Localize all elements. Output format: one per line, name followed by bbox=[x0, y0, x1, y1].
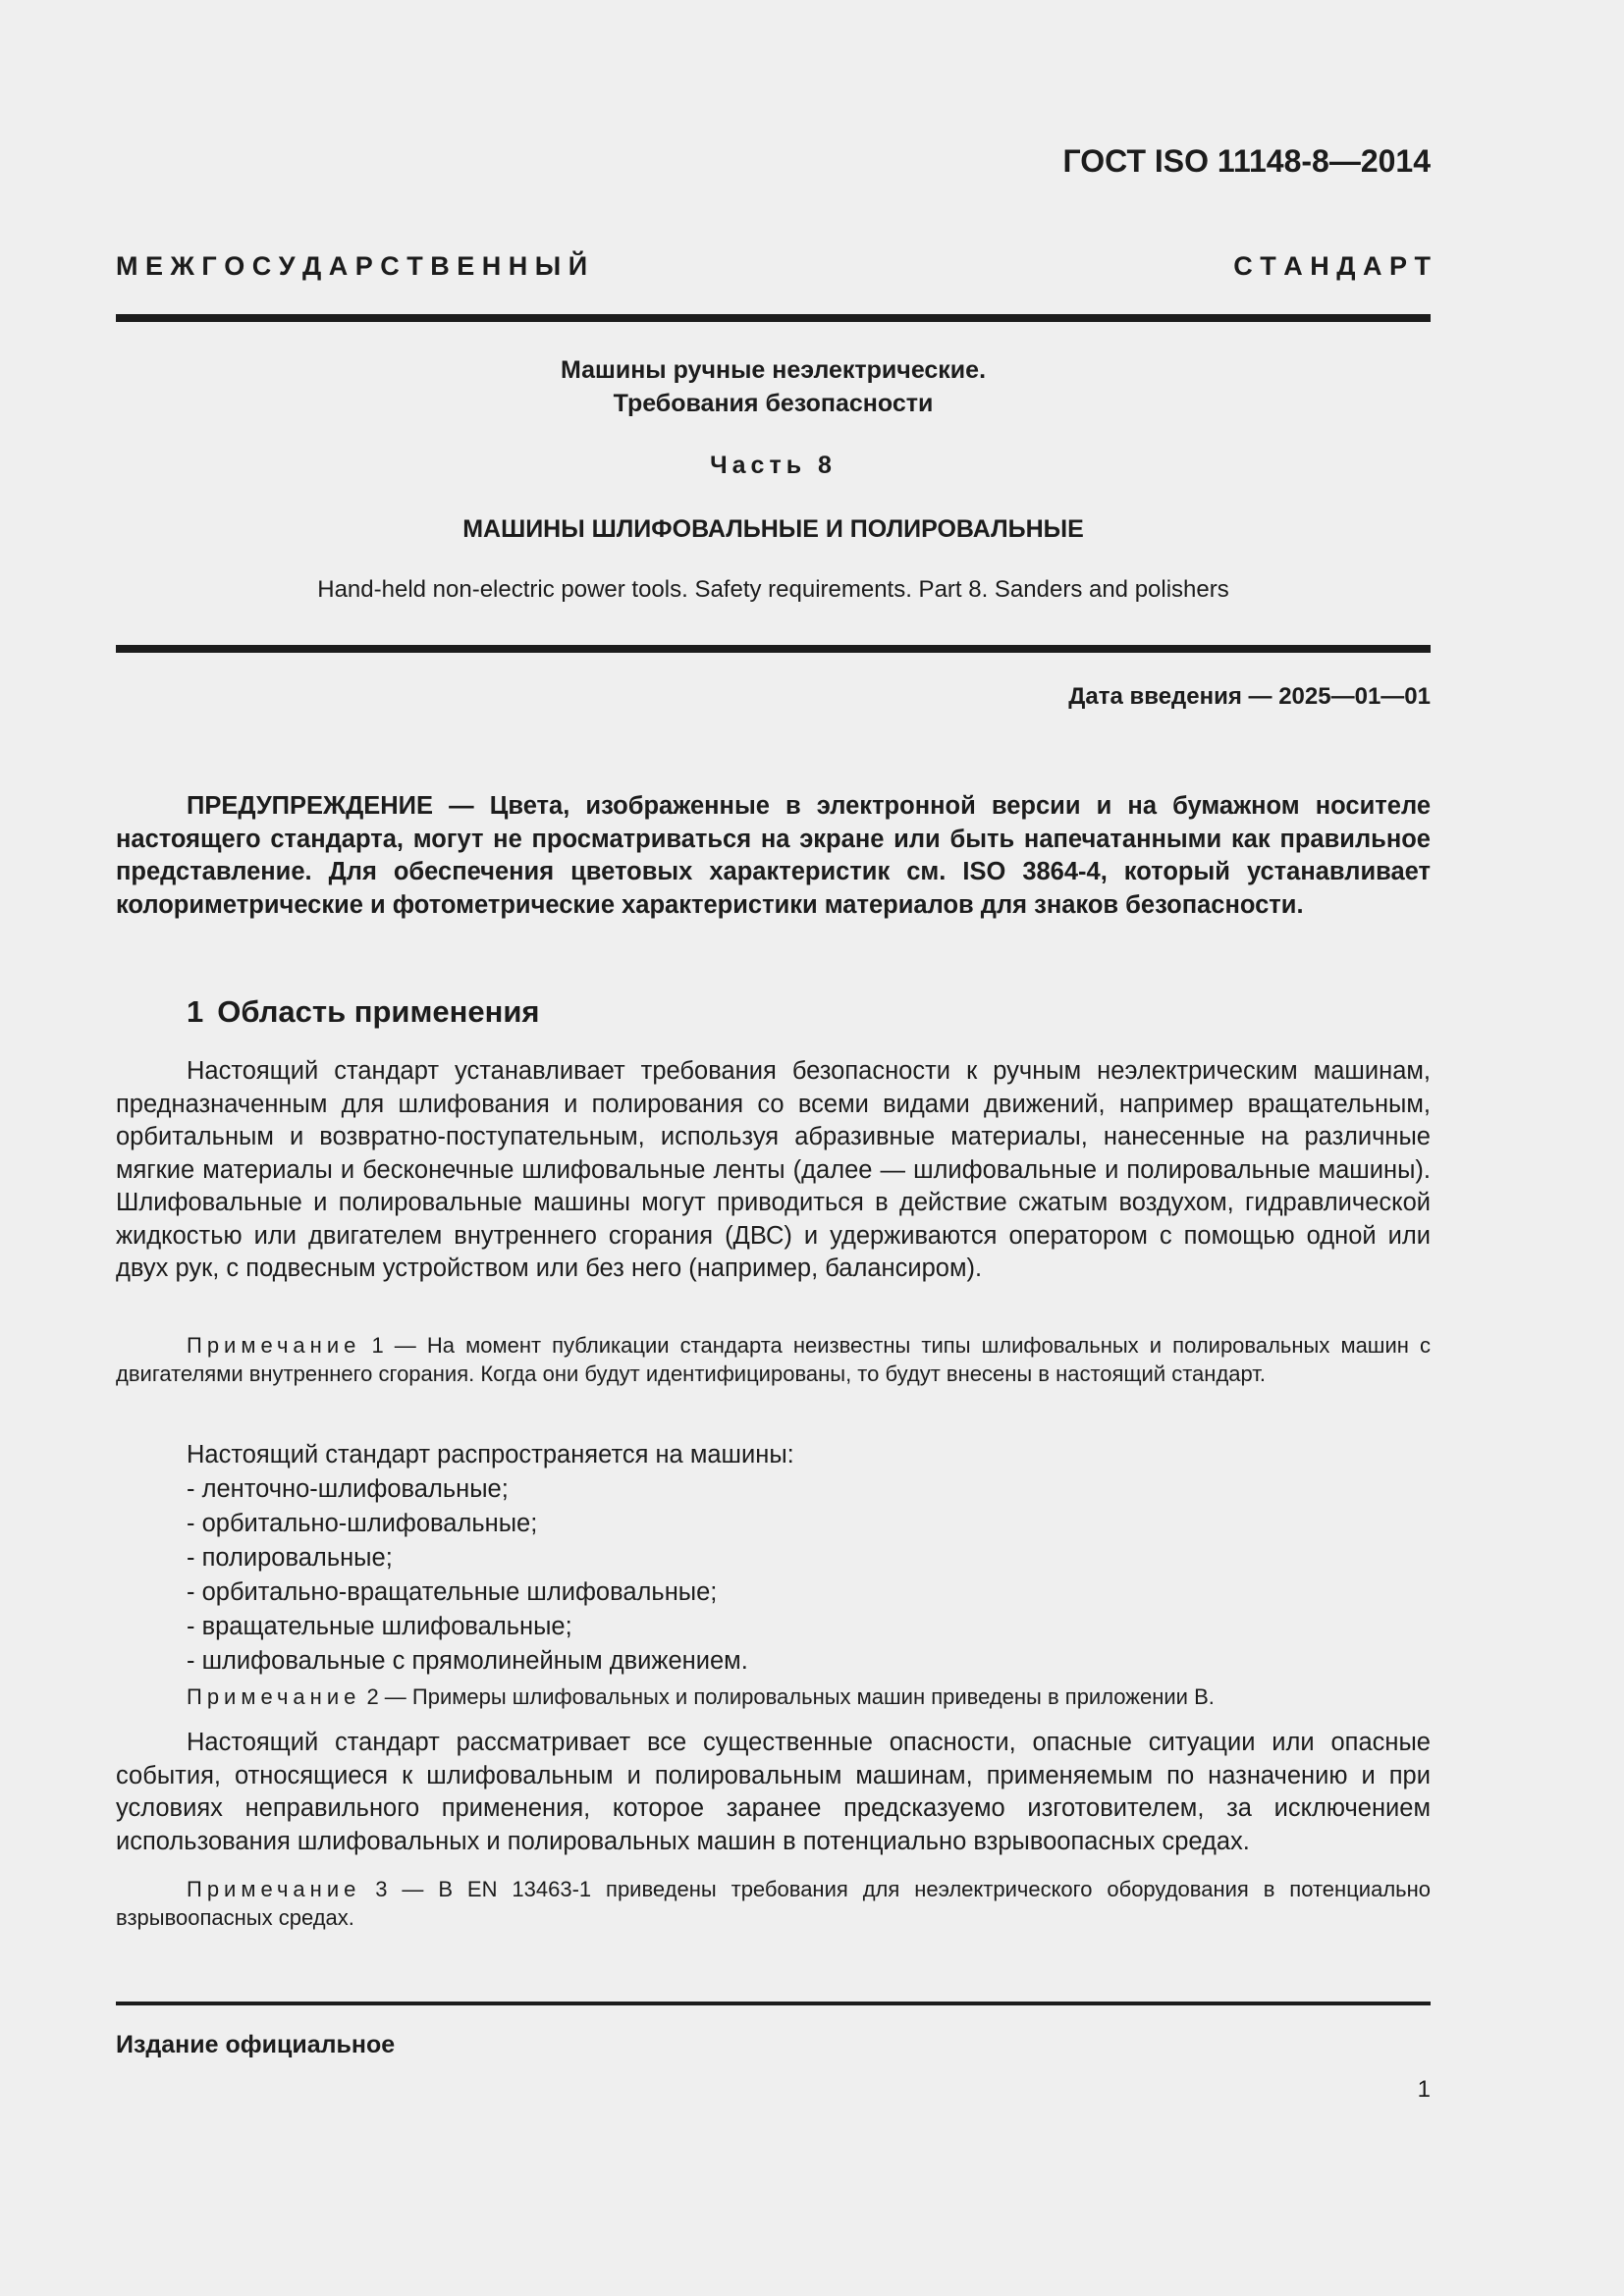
document-page bbox=[116, 0, 1431, 2296]
note-1 bbox=[116, 1331, 1431, 1388]
part-label: Часть 8 bbox=[710, 452, 837, 479]
note-2-text: 2 — Примеры шлифовальных и полировальных машин приведены в приложении В. bbox=[360, 1684, 1215, 1709]
list-item: - орбитально-шлифовальные; bbox=[187, 1510, 538, 1537]
standard-type-heading bbox=[116, 251, 1431, 282]
note-1-text: 1 — На момент публикации стандарта неизвестны типы шлифовальных и полировальных машин с двигателями внутреннего сгорания. Когда они будут идентифицированы, то будут внесены в настоящий стандарт. bbox=[116, 1333, 1431, 1386]
title-english: Hand-held non-electric power tools. Safety requirements. Part 8. Sanders and polishers bbox=[317, 576, 1229, 603]
title-bottom-divider bbox=[116, 645, 1431, 653]
note-2-label: Примечание bbox=[187, 1684, 361, 1709]
section-title: Область применения bbox=[217, 994, 540, 1029]
standard-type-word-1: М Е Ж Г О С У Д А Р С Т В Е Н Н Ы Й bbox=[116, 251, 588, 281]
top-divider bbox=[116, 314, 1431, 322]
list-item: - шлифовальные с прямолинейным движением. bbox=[187, 1647, 748, 1675]
introduction-date: Дата введения — 2025—01—01 bbox=[1068, 683, 1431, 710]
scope-paragraph-1: Настоящий стандарт устанавливает требования безопасности к ручным неэлектрическим машинам, предназначенным для шлифования и полирования со всеми видами движений, например вращательным, орбитальным и возвратно-поступательным, используя абразивные материалы, нанесенные на различные мягкие материалы и бесконечные шлифовальные ленты (далее — шлифовальные и полировальные машины). Шлифовальные и полировальные машины могут приводиться в действие сжатым воздухом, гидравлической жидкостью или двигателем внутреннего сгорания (ДВС) и удерживаются оператором с помощью одной или двух рук, с подвесным устройством или без него (например, балансиром). bbox=[116, 1057, 1431, 1282]
list-item: - орбитально-вращательные шлифовальные; bbox=[187, 1578, 718, 1606]
note-2 bbox=[116, 1682, 1431, 1711]
part-name: МАШИНЫ ШЛИФОВАЛЬНЫЕ И ПОЛИРОВАЛЬНЫЕ bbox=[462, 515, 1084, 543]
title-russian-line2: Требования безопасности bbox=[613, 390, 934, 417]
note-3 bbox=[116, 1875, 1431, 1932]
machine-types-list bbox=[187, 1438, 794, 1679]
list-item: - ленточно-шлифовальные; bbox=[187, 1475, 509, 1503]
list-item: - вращательные шлифовальные; bbox=[187, 1613, 572, 1640]
note-3-text: 3 — В EN 13463-1 приведены требования для неэлектрического оборудования в потенциально взрывоопасных средах. bbox=[116, 1877, 1431, 1930]
page-number: 1 bbox=[1417, 2076, 1431, 2103]
title-russian-line1: Машины ручные неэлектрические. bbox=[560, 356, 987, 384]
scope-paragraph-2: Настоящий стандарт рассматривает все существенные опасности, опасные ситуации или опасные события, относящиеся к шлифовальным и полировальным машинам, применяемым по назначению и при условиях неправильного применения, которое заранее предсказуемо изготовителем, за исключением использования шлифовальных и полировальных машин в потенциально взрывоопасных средах. bbox=[116, 1729, 1431, 1855]
note-3-label: Примечание bbox=[187, 1877, 361, 1901]
document-code: ГОСТ ISO 11148-8—2014 bbox=[1062, 143, 1431, 179]
section-number: 1 bbox=[187, 994, 204, 1029]
standard-type-word-2: С Т А Н Д А Р Т bbox=[1233, 251, 1431, 281]
title-russian bbox=[116, 353, 1431, 420]
footer-divider bbox=[116, 2002, 1431, 2005]
section-heading bbox=[187, 994, 540, 1030]
note-1-label: Примечание bbox=[187, 1333, 361, 1358]
warning-paragraph: ПРЕДУПРЕЖДЕНИЕ — Цвета, изображенные в электронной версии и на бумажном носителе настоящего стандарта, могут не просматриваться на экране или быть напечатанными как правильное представление. Для обеспечения цветовых характеристик см. ISO 3864-4, который устанавливает колориметрические и фотометрические характеристики материалов для знаков безопасности. bbox=[116, 792, 1431, 919]
list-item: - полировальные; bbox=[187, 1544, 393, 1572]
edition-label: Издание официальное bbox=[116, 2031, 396, 2058]
list-intro: Настоящий стандарт распространяется на машины: bbox=[187, 1441, 794, 1468]
